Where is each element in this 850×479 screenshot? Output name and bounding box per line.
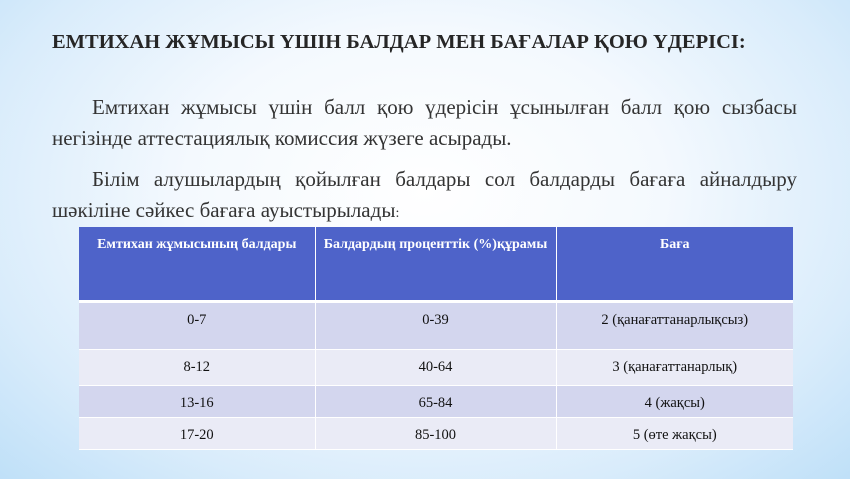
table-row bbox=[79, 417, 793, 449]
header-percent-composition: Балдардың проценттік (%)құрамы bbox=[315, 227, 556, 301]
cell-points: 0-7 bbox=[79, 301, 315, 349]
cell-points: 17-20 bbox=[79, 417, 315, 449]
cell-percent: 65-84 bbox=[315, 385, 556, 417]
paragraph-scoring-process-text: Емтихан жұмысы үшін балл қою үдерісін ұсынылған балл қою сызбасы негізінде аттестациялық комиссия жүзеге асырады. bbox=[52, 95, 797, 150]
cell-points: 8-12 bbox=[79, 349, 315, 385]
cell-grade: 3 (қанағаттанарлық) bbox=[556, 349, 793, 385]
slide-title: ЕМТИХАН ЖҰМЫСЫ ҮШІН БАЛДАР МЕН БАҒАЛАР ҚОЮ ҮДЕРІСІ: bbox=[52, 31, 746, 53]
cell-percent: 0-39 bbox=[315, 301, 556, 349]
header-exam-points: Емтихан жұмысының балдары bbox=[79, 227, 315, 301]
paragraph-grade-conversion-text: Білім алушылардың қойылған балдары сол балдарды бағаға айналдыру шәкіліне сәйкес бағаға ауыстырылады bbox=[52, 167, 797, 222]
paragraph-grade-conversion bbox=[52, 164, 797, 229]
cell-grade: 4 (жақсы) bbox=[556, 385, 793, 417]
cell-percent: 85-100 bbox=[315, 417, 556, 449]
paragraph-scoring-process bbox=[52, 92, 797, 154]
table-row bbox=[79, 385, 793, 417]
cell-grade: 2 (қанағаттанарлықсыз) bbox=[556, 301, 793, 349]
table-header-row bbox=[79, 227, 793, 301]
table-row bbox=[79, 301, 793, 349]
grade-conversion-table bbox=[79, 227, 793, 450]
cell-percent: 40-64 bbox=[315, 349, 556, 385]
header-grade: Баға bbox=[556, 227, 793, 301]
paragraph-colon: : bbox=[395, 206, 400, 221]
table-row bbox=[79, 349, 793, 385]
cell-grade: 5 (өте жақсы) bbox=[556, 417, 793, 449]
cell-points: 13-16 bbox=[79, 385, 315, 417]
